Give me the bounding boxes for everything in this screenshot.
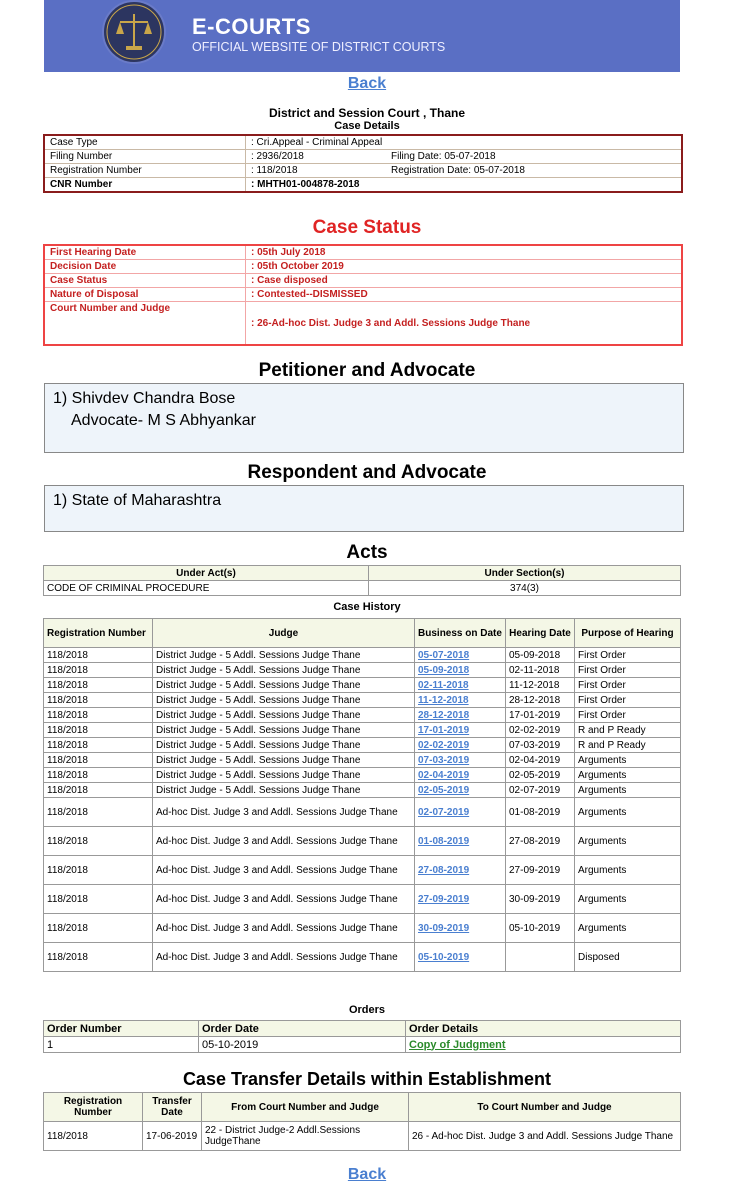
status-value: : Case disposed bbox=[246, 274, 683, 288]
history-row bbox=[44, 943, 681, 972]
registration-number-label: Registration Number bbox=[44, 164, 246, 178]
history-row bbox=[44, 723, 681, 738]
history-reg: 118/2018 bbox=[44, 678, 153, 693]
history-purpose: First Order bbox=[575, 693, 681, 708]
business-date-link[interactable]: 02-11-2018 bbox=[418, 679, 469, 691]
history-judge: District Judge - 5 Addl. Sessions Judge Thane bbox=[153, 723, 415, 738]
history-reg: 118/2018 bbox=[44, 693, 153, 708]
history-judge: Ad-hoc Dist. Judge 3 and Addl. Sessions Judge Thane bbox=[153, 798, 415, 827]
history-purpose: First Order bbox=[575, 708, 681, 723]
history-reg: 118/2018 bbox=[44, 914, 153, 943]
history-reg: 118/2018 bbox=[44, 738, 153, 753]
history-reg: 118/2018 bbox=[44, 885, 153, 914]
orders-title: Orders bbox=[348, 1004, 386, 1016]
status-value: : Contested--DISMISSED bbox=[246, 288, 683, 302]
history-judge: District Judge - 5 Addl. Sessions Judge Thane bbox=[153, 663, 415, 678]
acts-header: Under Section(s) bbox=[369, 566, 681, 581]
history-reg: 118/2018 bbox=[44, 723, 153, 738]
history-purpose: R and P Ready bbox=[575, 738, 681, 753]
business-date-link[interactable]: 02-05-2019 bbox=[418, 784, 470, 796]
history-hearing: 01-08-2019 bbox=[506, 798, 575, 827]
history-reg: 118/2018 bbox=[44, 663, 153, 678]
history-judge: District Judge - 5 Addl. Sessions Judge Thane bbox=[153, 678, 415, 693]
transfer-reg: 118/2018 bbox=[44, 1122, 143, 1151]
history-header: Registration Number bbox=[44, 619, 153, 648]
transfer-header: Registration Number bbox=[44, 1093, 143, 1122]
site-header bbox=[44, 0, 680, 72]
history-purpose: Arguments bbox=[575, 798, 681, 827]
history-row bbox=[44, 914, 681, 943]
history-purpose: First Order bbox=[575, 678, 681, 693]
status-label: Decision Date bbox=[44, 260, 246, 274]
business-date-link[interactable]: 05-07-2018 bbox=[418, 649, 470, 661]
business-date-link[interactable]: 02-02-2019 bbox=[418, 739, 470, 751]
case-history-title: Case History bbox=[333, 601, 401, 613]
business-date-link[interactable]: 02-07-2019 bbox=[418, 806, 470, 818]
history-hearing: 27-09-2019 bbox=[506, 856, 575, 885]
registration-number-value: : 118/2018 bbox=[246, 164, 387, 178]
transfer-from: 22 - District Judge-2 Addl.Sessions JudgeThane bbox=[202, 1122, 409, 1151]
filing-date-value: Filing Date: 05-07-2018 bbox=[386, 150, 682, 164]
court-judge-value: : 26-Ad-hoc Dist. Judge 3 and Addl. Sessions Judge Thane bbox=[246, 302, 683, 346]
cnr-label: CNR Number bbox=[44, 178, 246, 193]
history-row bbox=[44, 663, 681, 678]
status-value: : 05th October 2019 bbox=[246, 260, 683, 274]
case-details-table bbox=[43, 134, 683, 193]
back-link-bottom[interactable]: Back bbox=[347, 1166, 387, 1183]
court-name: District and Session Court , Thane bbox=[268, 106, 466, 120]
history-purpose: Arguments bbox=[575, 768, 681, 783]
history-header: Judge bbox=[153, 619, 415, 648]
filing-number-label: Filing Number bbox=[44, 150, 246, 164]
history-purpose: Arguments bbox=[575, 783, 681, 798]
history-purpose: Arguments bbox=[575, 885, 681, 914]
history-purpose: R and P Ready bbox=[575, 723, 681, 738]
history-judge: District Judge - 5 Addl. Sessions Judge Thane bbox=[153, 783, 415, 798]
petitioner-name: 1) Shivdev Chandra Bose bbox=[53, 390, 236, 407]
case-type-value: : Cri.Appeal - Criminal Appeal bbox=[246, 135, 683, 150]
registration-date-value: Registration Date: 05-07-2018 bbox=[386, 164, 682, 178]
acts-title: Acts bbox=[346, 542, 388, 563]
act-section: 374(3) bbox=[369, 581, 681, 596]
history-judge: District Judge - 5 Addl. Sessions Judge Thane bbox=[153, 738, 415, 753]
petitioner-title: Petitioner and Advocate bbox=[258, 360, 476, 381]
history-hearing: 05-10-2019 bbox=[506, 914, 575, 943]
history-purpose: Arguments bbox=[575, 827, 681, 856]
history-row bbox=[44, 783, 681, 798]
orders-header: Order Date bbox=[199, 1021, 406, 1037]
petitioner-advocate: Advocate- M S Abhyankar bbox=[71, 412, 256, 429]
orders-header: Order Number bbox=[44, 1021, 199, 1037]
history-row bbox=[44, 738, 681, 753]
case-details-heading: Case Details bbox=[334, 120, 400, 132]
ecourts-logo bbox=[102, 0, 166, 64]
site-title: E-COURTS bbox=[192, 14, 311, 39]
business-date-link[interactable]: 30-09-2019 bbox=[418, 922, 470, 934]
status-label: First Hearing Date bbox=[44, 245, 246, 260]
case-status-table bbox=[43, 244, 683, 346]
transfer-header: From Court Number and Judge bbox=[202, 1093, 409, 1122]
history-row bbox=[44, 856, 681, 885]
history-purpose: Arguments bbox=[575, 856, 681, 885]
business-date-link[interactable]: 05-10-2019 bbox=[418, 951, 470, 963]
acts-header: Under Act(s) bbox=[44, 566, 369, 581]
transfer-to: 26 - Ad-hoc Dist. Judge 3 and Addl. Sessions Judge Thane bbox=[409, 1122, 681, 1151]
history-purpose: Arguments bbox=[575, 753, 681, 768]
status-label: Case Status bbox=[44, 274, 246, 288]
business-date-link[interactable]: 17-01-2019 bbox=[418, 724, 470, 736]
history-reg: 118/2018 bbox=[44, 768, 153, 783]
order-date: 05-10-2019 bbox=[199, 1037, 406, 1053]
business-date-link[interactable]: 01-08-2019 bbox=[418, 835, 470, 847]
history-hearing: 02-07-2019 bbox=[506, 783, 575, 798]
case-status-title: Case Status bbox=[312, 217, 422, 238]
orders-header: Order Details bbox=[406, 1021, 681, 1037]
history-hearing: 02-02-2019 bbox=[506, 723, 575, 738]
history-hearing: 02-05-2019 bbox=[506, 768, 575, 783]
history-reg: 118/2018 bbox=[44, 943, 153, 972]
history-row bbox=[44, 693, 681, 708]
history-reg: 118/2018 bbox=[44, 708, 153, 723]
business-date-link[interactable]: 27-08-2019 bbox=[418, 864, 470, 876]
history-judge: Ad-hoc Dist. Judge 3 and Addl. Sessions Judge Thane bbox=[153, 943, 415, 972]
transfer-date: 17-06-2019 bbox=[143, 1122, 202, 1151]
history-header: Purpose of Hearing bbox=[575, 619, 681, 648]
history-purpose: First Order bbox=[575, 663, 681, 678]
history-judge: Ad-hoc Dist. Judge 3 and Addl. Sessions Judge Thane bbox=[153, 914, 415, 943]
history-hearing: 27-08-2019 bbox=[506, 827, 575, 856]
business-date-link[interactable]: 28-12-2018 bbox=[418, 709, 470, 721]
transfer-header: To Court Number and Judge bbox=[409, 1093, 681, 1122]
acts-table bbox=[43, 565, 681, 596]
history-hearing: 11-12-2018 bbox=[506, 678, 575, 693]
history-row bbox=[44, 648, 681, 663]
history-purpose: Arguments bbox=[575, 914, 681, 943]
history-hearing: 28-12-2018 bbox=[506, 693, 575, 708]
history-reg: 118/2018 bbox=[44, 827, 153, 856]
history-hearing: 30-09-2019 bbox=[506, 885, 575, 914]
transfer-title: Case Transfer Details within Establishment bbox=[182, 1069, 552, 1089]
history-judge: Ad-hoc Dist. Judge 3 and Addl. Sessions Judge Thane bbox=[153, 827, 415, 856]
copy-of-judgment-link[interactable]: Copy of Judgment bbox=[409, 1038, 506, 1051]
business-date-link[interactable]: 07-03-2019 bbox=[418, 754, 470, 766]
respondent-name: 1) State of Maharashtra bbox=[53, 492, 222, 509]
history-row bbox=[44, 798, 681, 827]
history-reg: 118/2018 bbox=[44, 753, 153, 768]
order-number: 1 bbox=[44, 1037, 199, 1053]
history-judge: District Judge - 5 Addl. Sessions Judge Thane bbox=[153, 708, 415, 723]
act-name: CODE OF CRIMINAL PROCEDURE bbox=[44, 581, 369, 596]
history-row bbox=[44, 678, 681, 693]
business-date-link[interactable]: 05-09-2018 bbox=[418, 664, 470, 676]
business-date-link[interactable]: 11-12-2018 bbox=[418, 694, 469, 706]
history-reg: 118/2018 bbox=[44, 856, 153, 885]
history-judge: District Judge - 5 Addl. Sessions Judge Thane bbox=[153, 753, 415, 768]
transfer-table bbox=[43, 1092, 681, 1151]
cnr-value: : MHTH01-004878-2018 bbox=[246, 178, 683, 193]
respondent-title: Respondent and Advocate bbox=[247, 462, 487, 483]
history-judge: District Judge - 5 Addl. Sessions Judge Thane bbox=[153, 693, 415, 708]
history-hearing: 02-11-2018 bbox=[506, 663, 575, 678]
history-judge: Ad-hoc Dist. Judge 3 and Addl. Sessions Judge Thane bbox=[153, 885, 415, 914]
history-hearing: 07-03-2019 bbox=[506, 738, 575, 753]
orders-table bbox=[43, 1020, 681, 1053]
status-value: : 05th July 2018 bbox=[246, 245, 683, 260]
history-row bbox=[44, 753, 681, 768]
history-judge: Ad-hoc Dist. Judge 3 and Addl. Sessions Judge Thane bbox=[153, 856, 415, 885]
history-judge: District Judge - 5 Addl. Sessions Judge Thane bbox=[153, 648, 415, 663]
history-header: Hearing Date bbox=[506, 619, 575, 648]
history-hearing: 05-09-2018 bbox=[506, 648, 575, 663]
case-type-label: Case Type bbox=[44, 135, 246, 150]
history-purpose: First Order bbox=[575, 648, 681, 663]
history-hearing: 02-04-2019 bbox=[506, 753, 575, 768]
business-date-link[interactable]: 27-09-2019 bbox=[418, 893, 470, 905]
transfer-header: Transfer Date bbox=[143, 1093, 202, 1122]
history-hearing: 17-01-2019 bbox=[506, 708, 575, 723]
history-row bbox=[44, 827, 681, 856]
court-judge-label: Court Number and Judge bbox=[44, 302, 246, 346]
history-row bbox=[44, 768, 681, 783]
history-reg: 118/2018 bbox=[44, 648, 153, 663]
history-row bbox=[44, 708, 681, 723]
history-reg: 118/2018 bbox=[44, 798, 153, 827]
case-history-table bbox=[43, 618, 681, 972]
history-judge: District Judge - 5 Addl. Sessions Judge Thane bbox=[153, 768, 415, 783]
history-row bbox=[44, 885, 681, 914]
respondent-panel bbox=[44, 485, 684, 532]
petitioner-panel bbox=[44, 383, 684, 453]
history-header: Business on Date bbox=[415, 619, 506, 648]
business-date-link[interactable]: 02-04-2019 bbox=[418, 769, 470, 781]
filing-number-value: : 2936/2018 bbox=[246, 150, 387, 164]
status-label: Nature of Disposal bbox=[44, 288, 246, 302]
site-subtitle: OFFICIAL WEBSITE OF DISTRICT COURTS bbox=[192, 40, 446, 54]
back-link-top[interactable]: Back bbox=[347, 75, 387, 92]
history-hearing bbox=[506, 943, 575, 972]
history-reg: 118/2018 bbox=[44, 783, 153, 798]
history-purpose: Disposed bbox=[575, 943, 681, 972]
